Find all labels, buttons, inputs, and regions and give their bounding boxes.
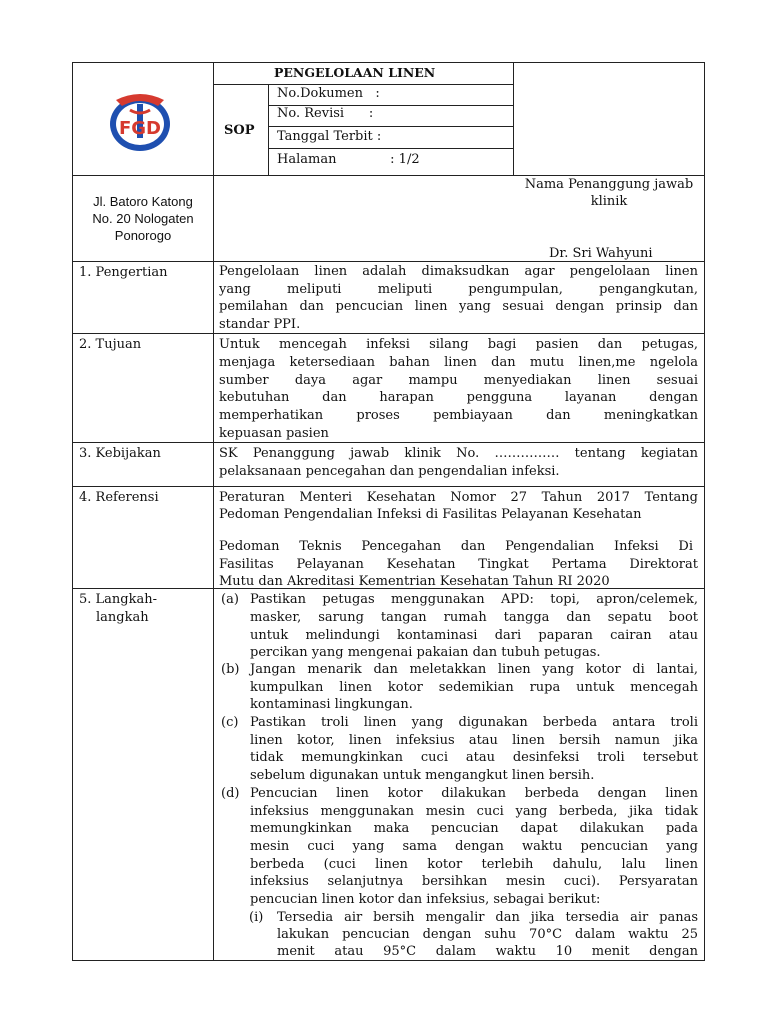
item-line: memungkinkan maka pencucian dapat dilakukan pada — [250, 821, 698, 836]
column-divider — [213, 62, 214, 961]
document-title: PENGELOLAAN LINEN — [274, 65, 436, 80]
item-line: Pastikan troli linen yang digunakan berbeda antara troli — [250, 715, 698, 730]
pengertian-line: pemilahan dan pencucian linen yang sesuai dengan prinsip dan — [219, 299, 698, 314]
item-marker: (c) — [221, 715, 239, 730]
item-line: pencucian linen kotor dan infeksius, sebagai berikut: — [250, 892, 601, 907]
item-marker: (d) — [221, 786, 240, 801]
item-line: berbeda (cuci linen kotor terlebih dahulu, lalu linen — [250, 857, 698, 872]
label-langkah-2: langkah — [96, 610, 149, 625]
item-line: masker, sarung tangan rumah tangga dan sepatu boot — [250, 610, 698, 625]
address-line-3: Ponorogo — [114, 228, 172, 243]
item-line: mesin cuci yang sama dengan waktu pencucian yang — [250, 839, 698, 854]
referensi-line: Mutu dan Akreditasi Kementrian Kesehatan Tahun RI 2020 — [219, 574, 610, 589]
referensi-line: Peraturan Menteri Kesehatan Nomor 27 Tahun 2017 Tentang — [219, 490, 698, 505]
no-revisi: No. Revisi : — [277, 106, 374, 121]
tanggal-line — [268, 126, 513, 127]
sop-label: SOP — [224, 123, 255, 138]
tujuan-line: kepuasan pasien — [219, 426, 329, 441]
item-marker: (b) — [221, 662, 240, 677]
pj-label-2: klinik — [590, 194, 628, 209]
item-line: kontaminasi lingkungan. — [250, 697, 413, 712]
halaman: Halaman : 1/2 — [277, 152, 420, 167]
tujuan-line: kebutuhan dan harapan pengguna layanan dengan — [219, 390, 698, 405]
label-pengertian: 1. Pengertian — [79, 265, 168, 280]
sub-item-line: menit atau 95°C dalam waktu 10 menit dengan — [277, 944, 698, 959]
item-line: Jangan menarik dan meletakkan linen yang kotor di lantai, — [250, 662, 698, 677]
pengertian-line: yang meliputi meliputi pengumpulan, pengangkutan, — [219, 282, 698, 297]
table-border-bottom — [72, 960, 705, 961]
sub-item-marker: (i) — [249, 910, 264, 925]
referensi-line: Pedoman Teknis Pencegahan dan Pengendalian Infeksi Di — [219, 539, 693, 554]
item-line: Pencucian linen kotor dilakukan berbeda dengan linen — [250, 786, 698, 801]
tujuan-line: memperhatikan proses pembiayaan dan meningkatkan — [219, 408, 698, 423]
tujuan-bottom-line — [72, 442, 705, 443]
sub-item-line: Tersedia air bersih mengalir dan jika tersedia air panas — [277, 910, 698, 925]
pj-label-1: Nama Penanggung jawab — [524, 177, 694, 192]
pengertian-bottom-line — [72, 333, 705, 334]
item-line: untuk melindungi kontaminasi dari paparan cairan atau — [250, 628, 698, 643]
item-line: linen kotor, linen infeksius atau linen bersih namun jika — [250, 733, 698, 748]
tanggal-terbit: Tanggal Terbit : — [277, 129, 382, 144]
table-border-top — [72, 62, 705, 63]
pengertian-line: standar PPI. — [219, 317, 301, 332]
kebijakan-bottom-line — [72, 486, 705, 487]
kebijakan-line: SK Penanggung jawab klinik No. …………… tentang kegiatan — [219, 446, 698, 461]
label-kebijakan: 3. Kebijakan — [79, 446, 161, 461]
item-line: kumpulkan linen kotor sedemikian rupa untuk mencegah — [250, 680, 698, 695]
tujuan-line: sumber daya agar mampu menyediakan linen sesuai — [219, 373, 698, 388]
item-line: Pastikan petugas menggunakan APD: topi, apron/celemek, — [250, 592, 698, 607]
halaman-line — [268, 148, 513, 149]
referensi-line: Pedoman Pengendalian Infeksi di Fasilitas Pelayanan Kesehatan — [219, 507, 642, 522]
item-marker: (a) — [221, 592, 239, 607]
header-divider-right — [513, 62, 514, 175]
logo-text: FGD — [118, 118, 162, 139]
item-line: infeksius selanjutnya bersihkan mesin cuci). Persyaratan — [250, 874, 698, 889]
label-langkah-1: 5. Langkah- — [79, 592, 158, 607]
pengertian-line: Pengelolaan linen adalah dimaksudkan agar pengelolaan linen — [219, 264, 698, 279]
no-dokumen: No.Dokumen : — [277, 86, 380, 101]
label-referensi: 4. Referensi — [79, 490, 159, 505]
kebijakan-line: pelaksanaan pencegahan dan pengendalian infeksi. — [219, 464, 560, 479]
item-line: tidak memungkinkan cuci atau desinfeksi troli tersebut — [250, 750, 698, 765]
tujuan-line: menjaga ketersediaan bahan linen dan mutu linen,me ngelola — [219, 355, 698, 370]
item-line: sebelum digunakan untuk mengangkut linen bersih. — [250, 768, 595, 783]
item-line: infeksius menggunakan mesin cuci yang berbeda, jika tidak — [250, 804, 698, 819]
sop-divider — [268, 84, 269, 175]
clinic-logo — [104, 86, 176, 154]
table-border-right — [704, 62, 705, 961]
label-tujuan: 2. Tujuan — [79, 337, 142, 352]
referensi-line: Fasilitas Pelayanan Kesehatan Tingkat Pertama Direktorat — [219, 557, 698, 572]
sub-item-line: lakukan pencucian dengan suhu 70°C dalam waktu 25 — [277, 927, 698, 942]
address-line-1: Jl. Batoro Katong — [93, 194, 193, 209]
tujuan-line: Untuk mencegah infeksi silang bagi pasien dan petugas, — [219, 337, 698, 352]
address-line-2: No. 20 Nologaten — [92, 211, 194, 226]
pj-name: Dr. Sri Wahyuni — [549, 246, 653, 261]
item-line: percikan yang mengenai pakaian dan tubuh petugas. — [250, 645, 601, 660]
